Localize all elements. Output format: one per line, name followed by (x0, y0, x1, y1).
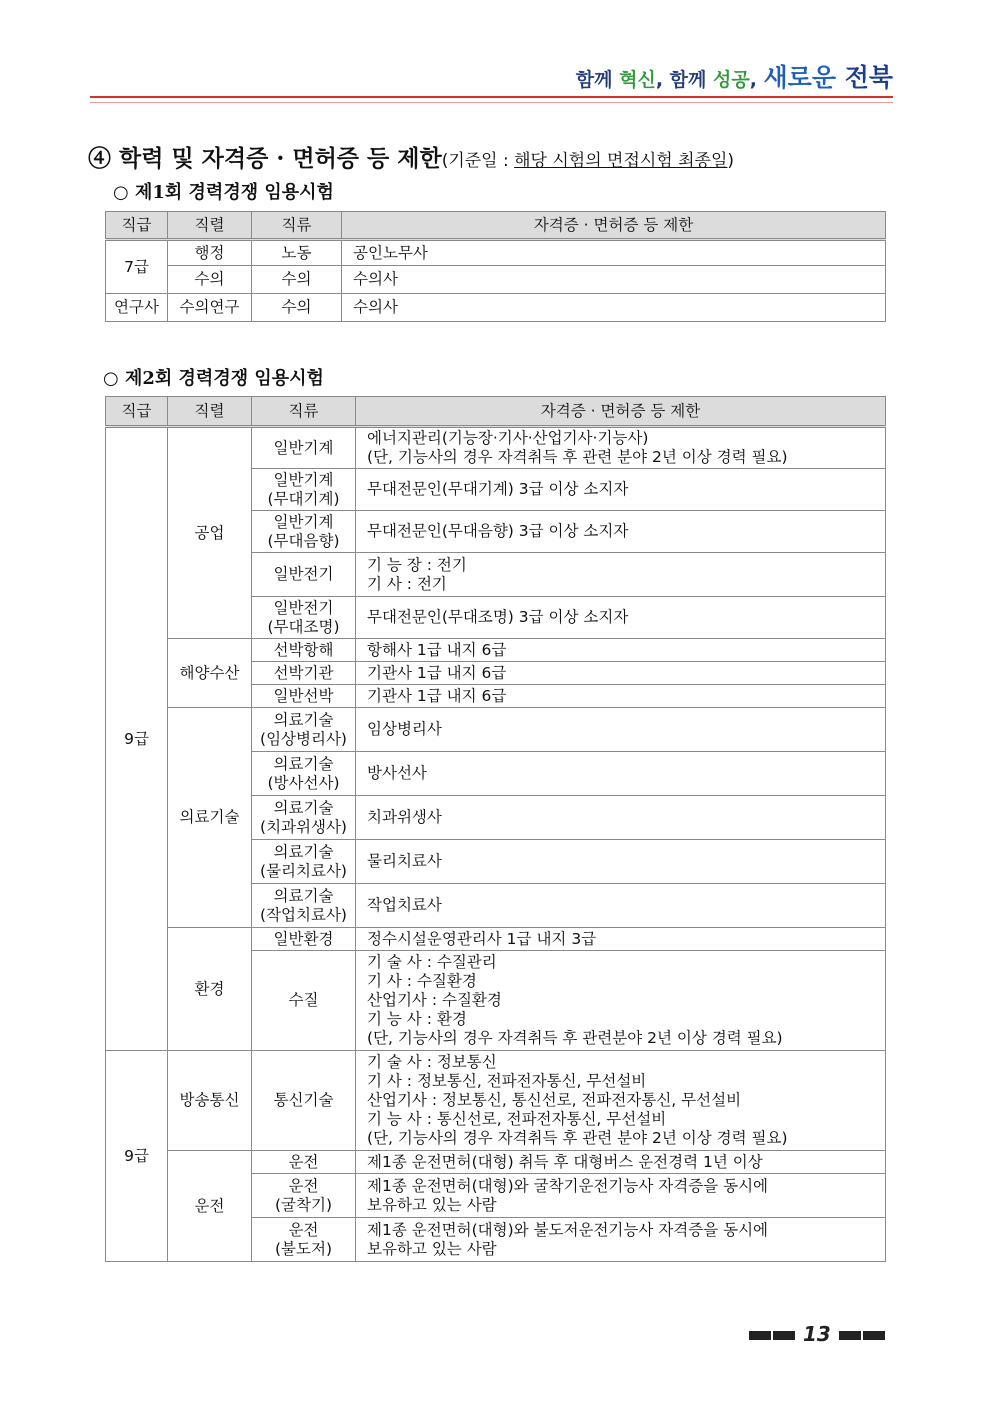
requirement-cell: 무대전문인(무대음향) 3급 이상 소지자 (356, 511, 886, 553)
requirement-cell: 제1종 운전면허(대형)와 굴착기운전기능사 자격증을 동시에 보유하고 있는 사람 (356, 1174, 886, 1218)
class-cell: 선박기관 (252, 662, 356, 685)
exam1-title: ○ 제1회 경력경쟁 임용시험 (113, 182, 334, 203)
class-cell: 운전 (252, 1151, 356, 1174)
series-cell: 방송통신 (168, 1051, 252, 1151)
grade-cell: 9급 (106, 427, 168, 1051)
requirement-cell: 공인노무사 (342, 240, 886, 266)
col-header-class: 직류 (252, 397, 356, 427)
series-cell: 행정 (168, 240, 252, 266)
grade-cell: 7급 (106, 240, 168, 294)
col-header-series: 직렬 (168, 212, 252, 240)
class-cell: 일반전기 (무대조명) (252, 597, 356, 639)
header-rule-thin (90, 102, 893, 103)
footer-bar-decoration (773, 1331, 795, 1340)
table-row (106, 639, 886, 662)
requirement-cell: 정수시설운영관리사 1급 내지 3급 (356, 928, 886, 951)
requirement-cell: 수의사 (342, 266, 886, 294)
table-row (106, 1151, 886, 1174)
page-number: 13 (748, 1322, 886, 1346)
requirement-cell: 임상병리사 (356, 708, 886, 752)
class-cell: 의료기술 (작업치료사) (252, 884, 356, 928)
series-cell: 의료기술 (168, 708, 252, 928)
col-header-class: 직류 (252, 212, 342, 240)
reference-date-note: (기준일 : 해당 시험의 면접시험 최종일) (441, 151, 735, 171)
class-cell: 일반기계 (무대음향) (252, 511, 356, 553)
requirement-cell: 항해사 1급 내지 6급 (356, 639, 886, 662)
class-cell: 노동 (252, 240, 342, 266)
grade-cell: 연구사 (106, 294, 168, 322)
requirement-cell: 제1종 운전면허(대형)와 불도저운전기능사 자격증을 동시에 보유하고 있는 사람 (356, 1218, 886, 1262)
class-cell: 의료기술 (방사선사) (252, 752, 356, 796)
section-title: ④ 학력 및 자격증 · 면허증 등 제한(기준일 : 해당 시험의 면접시험 최종일) (88, 145, 735, 172)
series-cell: 해양수산 (168, 639, 252, 708)
class-cell: 일반환경 (252, 928, 356, 951)
col-header-requirement: 자격증 · 면허증 등 제한 (342, 212, 886, 240)
col-header-grade: 직급 (106, 212, 168, 240)
col-header-requirement: 자격증 · 면허증 등 제한 (356, 397, 886, 427)
requirement-cell: 에너지관리(기능장·기사·산업기사·기능사) (단, 기능사의 경우 자격취득 후 관련 분야 2년 이상 경력 필요) (356, 427, 886, 469)
requirement-cell: 기 술 사 : 정보통신 기 사 : 정보통신, 전파전자통신, 무선설비 산업기사 : 정보통신, 통신선로, 전파전자통신, 무선설비 기 능 사 : 통신선로, 전파전자통신, 무선설비 (단, 기능사의 경우 자격취득 후 관련 분야 2년 이상 경력 필요) (356, 1051, 886, 1151)
class-cell: 의료기술 (임상병리사) (252, 708, 356, 752)
class-cell: 수질 (252, 951, 356, 1051)
series-cell: 공업 (168, 427, 252, 639)
class-cell: 일반선박 (252, 685, 356, 708)
requirement-cell: 작업치료사 (356, 884, 886, 928)
class-cell: 의료기술 (물리치료사) (252, 840, 356, 884)
class-cell: 의료기술 (치과위생사) (252, 796, 356, 840)
table-header-row (106, 212, 886, 240)
footer-bar-decoration (749, 1331, 771, 1340)
series-cell: 수의연구 (168, 294, 252, 322)
class-cell: 수의 (252, 266, 342, 294)
table-header-row (106, 397, 886, 427)
class-cell: 운전 (불도저) (252, 1218, 356, 1262)
table-row (106, 708, 886, 752)
requirement-cell: 기 술 사 : 수질관리 기 사 : 수질환경 산업기사 : 수질환경 기 능 사 : 환경 (단, 기능사의 경우 자격취득 후 관련분야 2년 이상 경력 필요) (356, 951, 886, 1051)
exam2-table (105, 396, 886, 1262)
requirement-cell: 무대전문인(무대기계) 3급 이상 소지자 (356, 469, 886, 511)
requirement-cell: 기관사 1급 내지 6급 (356, 685, 886, 708)
class-cell: 수의 (252, 294, 342, 322)
series-cell: 환경 (168, 928, 252, 1051)
header-slogan: 함께 혁신, 함께 성공, 새로운 전북 (575, 63, 893, 92)
col-header-series: 직렬 (168, 397, 252, 427)
class-cell: 일반기계 (252, 427, 356, 469)
series-cell: 수의 (168, 266, 252, 294)
requirement-cell: 방사선사 (356, 752, 886, 796)
table-row (106, 294, 886, 322)
table-row (106, 1051, 886, 1151)
requirement-cell: 치과위생사 (356, 796, 886, 840)
class-cell: 통신기술 (252, 1051, 356, 1151)
class-cell: 일반전기 (252, 553, 356, 597)
requirement-cell: 기관사 1급 내지 6급 (356, 662, 886, 685)
requirement-cell: 기 능 장 : 전기 기 사 : 전기 (356, 553, 886, 597)
table-row (106, 240, 886, 266)
col-header-grade: 직급 (106, 397, 168, 427)
class-cell: 선박항해 (252, 639, 356, 662)
footer-bar-decoration (863, 1331, 885, 1340)
footer-bar-decoration (839, 1331, 861, 1340)
requirement-cell: 물리치료사 (356, 840, 886, 884)
requirement-cell: 제1종 운전면허(대형) 취득 후 대형버스 운전경력 1년 이상 (356, 1151, 886, 1174)
requirement-cell: 수의사 (342, 294, 886, 322)
class-cell: 일반기계 (무대기계) (252, 469, 356, 511)
exam2-title: ○ 제2회 경력경쟁 임용시험 (103, 368, 324, 389)
grade-cell: 9급 (106, 1051, 168, 1262)
table-row (106, 266, 886, 294)
table-row (106, 928, 886, 951)
class-cell: 운전 (굴착기) (252, 1174, 356, 1218)
requirement-cell: 무대전문인(무대조명) 3급 이상 소지자 (356, 597, 886, 639)
exam1-table (105, 211, 886, 322)
header-rule (90, 96, 893, 98)
series-cell: 운전 (168, 1151, 252, 1262)
table-row (106, 427, 886, 469)
